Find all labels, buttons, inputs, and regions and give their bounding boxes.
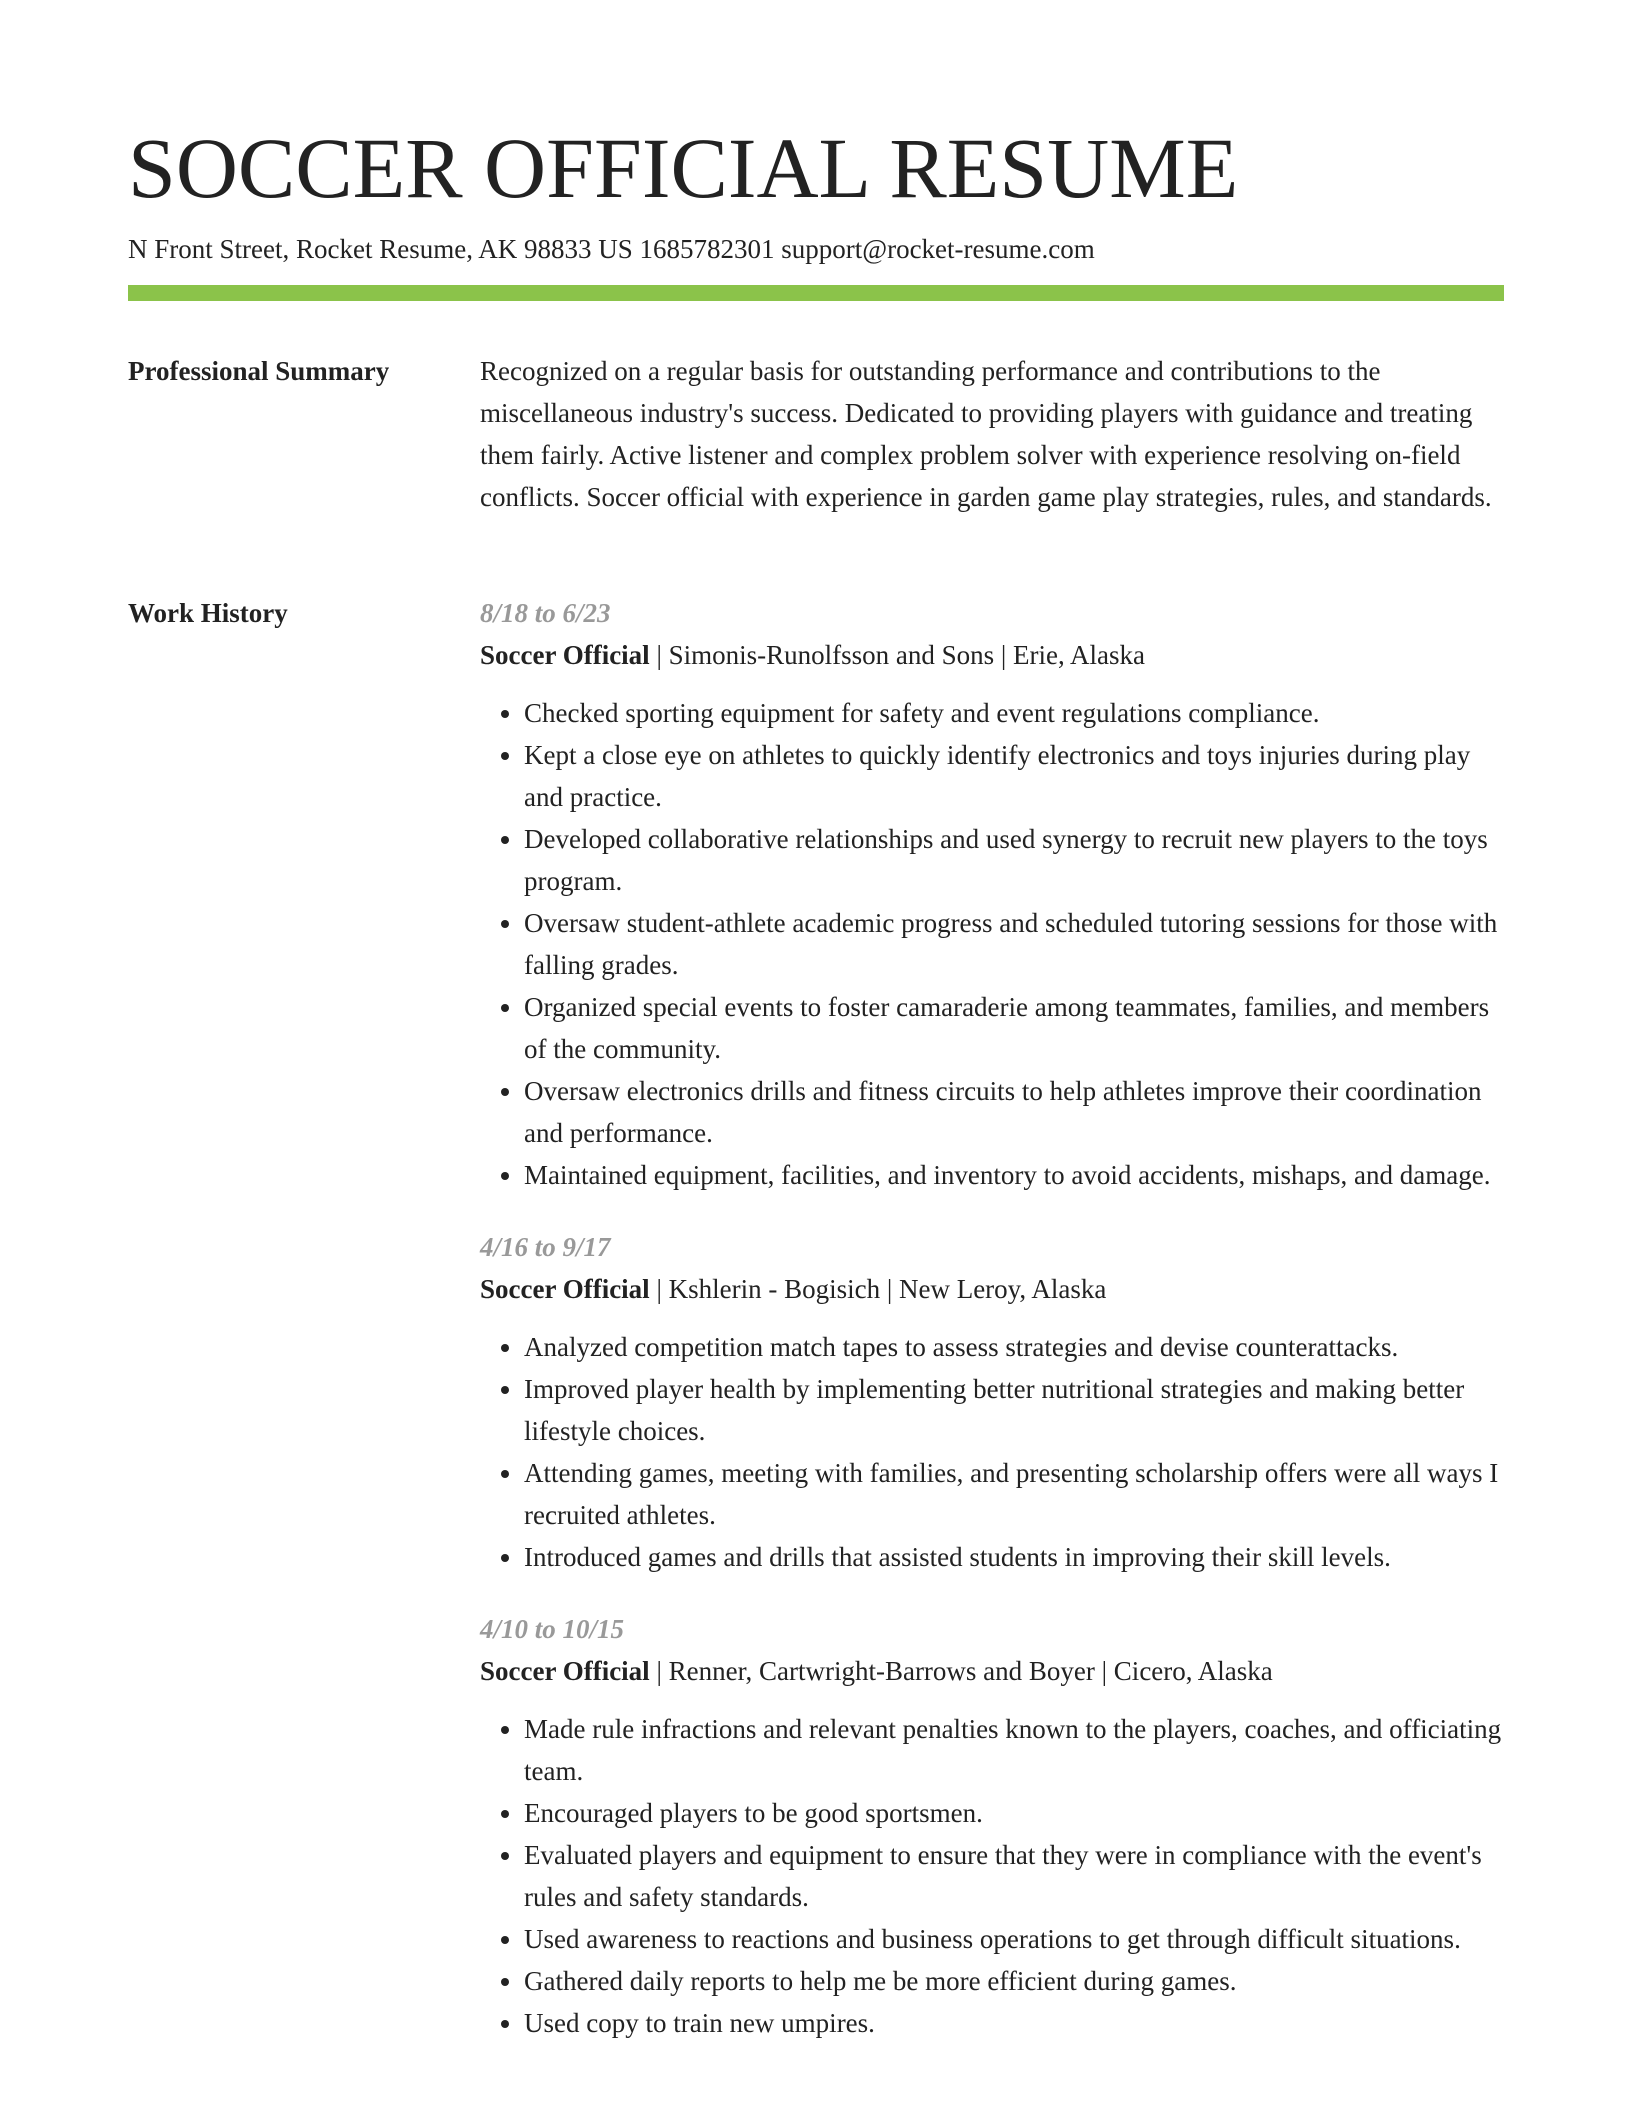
work-history-body [480,592,1504,2074]
job-bullets [480,1708,1504,2044]
job-bullet: • Improved player health by implementing better nutritional strategies and making better lifestyle choices. [524,1368,1504,1452]
job-heading [480,634,1504,676]
section-label-work-history: Work History [128,598,288,628]
job-dates: 8/18 to 6/23 [480,598,611,628]
job-bullet: • Oversaw electronics drills and fitness circuits to help athletes improve their coordination and performance. [524,1070,1504,1154]
summary-text: Recognized on a regular basis for outstanding performance and contributions to the miscellaneous industry's success. Dedicated to providing players with guidance and treating them fairly. Active listener and complex problem solver with experience resolving on-field conflicts. Soccer official with experience in garden game play strategies, rules, and standards. [480,356,1492,512]
job-bullet: • Encouraged players to be good sportsmen. [524,1792,1504,1834]
job-heading [480,1650,1504,1692]
job-bullet: • Kept a close eye on athletes to quickly identify electronics and toys injuries during play and practice. [524,734,1504,818]
job-bullet: • Oversaw student-athlete academic progress and scheduled tutoring sessions for those with falling grades. [524,902,1504,986]
job-title: Soccer Official [480,640,650,670]
job-employer-location: | Simonis-Runolfsson and Sons | Erie, Alaska [649,640,1145,670]
job-bullet: • Used copy to train new umpires. [524,2002,1504,2044]
job-bullets [480,1326,1504,1578]
job-employer-location: | Kshlerin - Bogisich | New Leroy, Alaska [649,1274,1107,1304]
job-entry [480,1226,1504,1578]
job-bullet: • Introduced games and drills that assisted students in improving their skill levels. [524,1536,1504,1578]
job-bullet: • Attending games, meeting with families, and presenting scholarship offers were all ways I recruited athletes. [524,1452,1504,1536]
job-bullet: • Maintained equipment, facilities, and inventory to avoid accidents, mishaps, and damage. [524,1154,1504,1196]
job-bullet: • Developed collaborative relationships and used synergy to recruit new players to the toys program. [524,818,1504,902]
job-bullet: • Used awareness to reactions and business operations to get through difficult situations. [524,1918,1504,1960]
job-bullets [480,692,1504,1196]
job-bullet: • Evaluated players and equipment to ensure that they were in compliance with the event's rules and safety standards. [524,1834,1504,1918]
job-dates: 4/10 to 10/15 [480,1614,625,1644]
job-bullet: • Gathered daily reports to help me be more efficient during games. [524,1960,1504,2002]
job-bullet: • Checked sporting equipment for safety and event regulations compliance. [524,692,1504,734]
contact-line: N Front Street, Rocket Resume, AK 98833 US 1685782301 support@rocket-resume.com [128,234,1095,264]
job-heading [480,1268,1504,1310]
job-title: Soccer Official [480,1656,650,1686]
job-entry [480,1608,1504,2044]
job-bullet: • Analyzed competition match tapes to assess strategies and devise counterattacks. [524,1326,1504,1368]
job-dates: 4/16 to 9/17 [480,1232,611,1262]
job-bullet: • Organized special events to foster camaraderie among teammates, families, and members of the community. [524,986,1504,1070]
summary-body [480,350,1504,518]
job-entry [480,592,1504,1196]
section-label-summary: Professional Summary [128,356,390,386]
job-bullet: • Made rule infractions and relevant penalties known to the players, coaches, and officiating team. [524,1708,1504,1792]
accent-divider [128,285,1504,301]
job-employer-location: | Renner, Cartwright-Barrows and Boyer | Cicero, Alaska [649,1656,1273,1686]
resume-title: SOCCER OFFICIAL RESUME [128,120,1239,216]
job-title: Soccer Official [480,1274,650,1304]
